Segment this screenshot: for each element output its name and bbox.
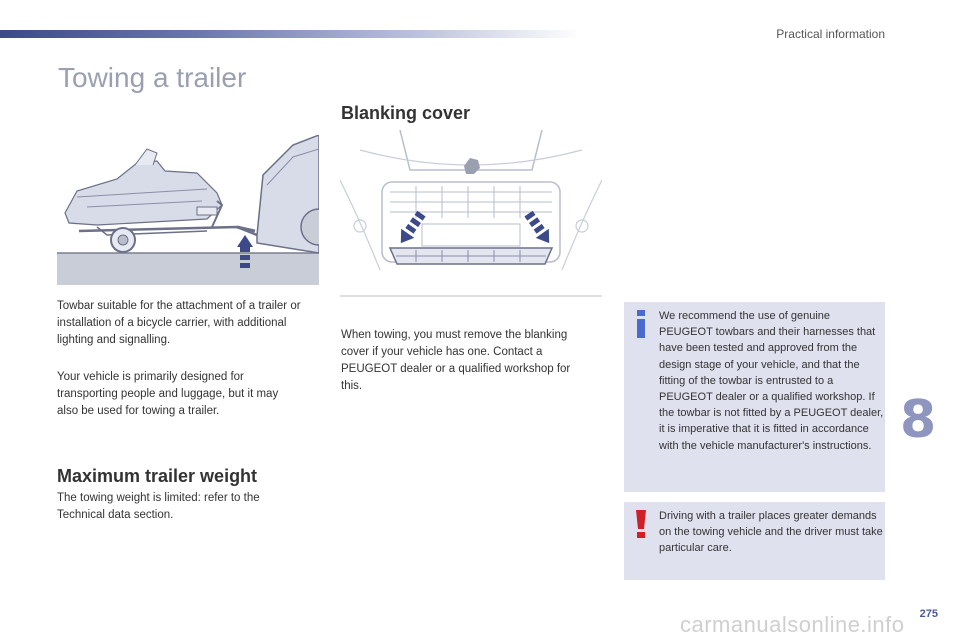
chapter-number: 8	[900, 390, 937, 450]
page-title: Towing a trailer	[58, 62, 247, 93]
max-trailer-weight-heading: Maximum trailer weight	[57, 466, 258, 486]
watermark: carmanualsonline.info	[680, 612, 905, 637]
section-header: Practical information	[776, 27, 885, 41]
page-number: 275	[919, 608, 938, 620]
towing-weight-text: The towing weight is limited: refer to the Technical data section.	[57, 492, 260, 521]
warning-note-text: Driving with a trailer places greater demands on the towing vehicle and the driver must take particular care.	[659, 510, 883, 555]
info-note-text: We recommend the use of genuine PEUGEOT towbars and their harnesses that have been tested and approved from the design stage of your vehicle, and that the fitting of the towbar is entrusted to a PEUGEOT dealer or a qualified workshop. If the towbar is not fitted by a PEUGEOT dealer, it is imperative that it is fitted in accordance with the vehicle manufacturer's instructions.	[659, 310, 884, 452]
towing-illustration	[57, 135, 319, 285]
info-icon	[634, 310, 648, 338]
blanking-cover-heading: Blanking cover	[341, 103, 471, 123]
header-gradient-bar	[0, 30, 580, 38]
blanking-cover-text: When towing, you must remove the blanking cover if your vehicle has one. Contact a PEUGEOT dealer or a qualified workshop for this.	[341, 329, 571, 392]
warning-note	[624, 502, 885, 580]
right-arrow-icon	[522, 209, 556, 248]
blanking-cover-illustration	[340, 130, 602, 298]
vehicle-design-text: Your vehicle is primarily designed for transporting people and luggage, but it may also be used for towing a trailer.	[57, 371, 279, 417]
info-note	[624, 302, 885, 492]
left-arrow-icon	[394, 209, 428, 248]
exclamation-icon	[634, 510, 648, 538]
towbar-description: Towbar suitable for the attachment of a trailer or installation of a bicycle carrier, with additional lighting and signalling.	[57, 300, 301, 346]
